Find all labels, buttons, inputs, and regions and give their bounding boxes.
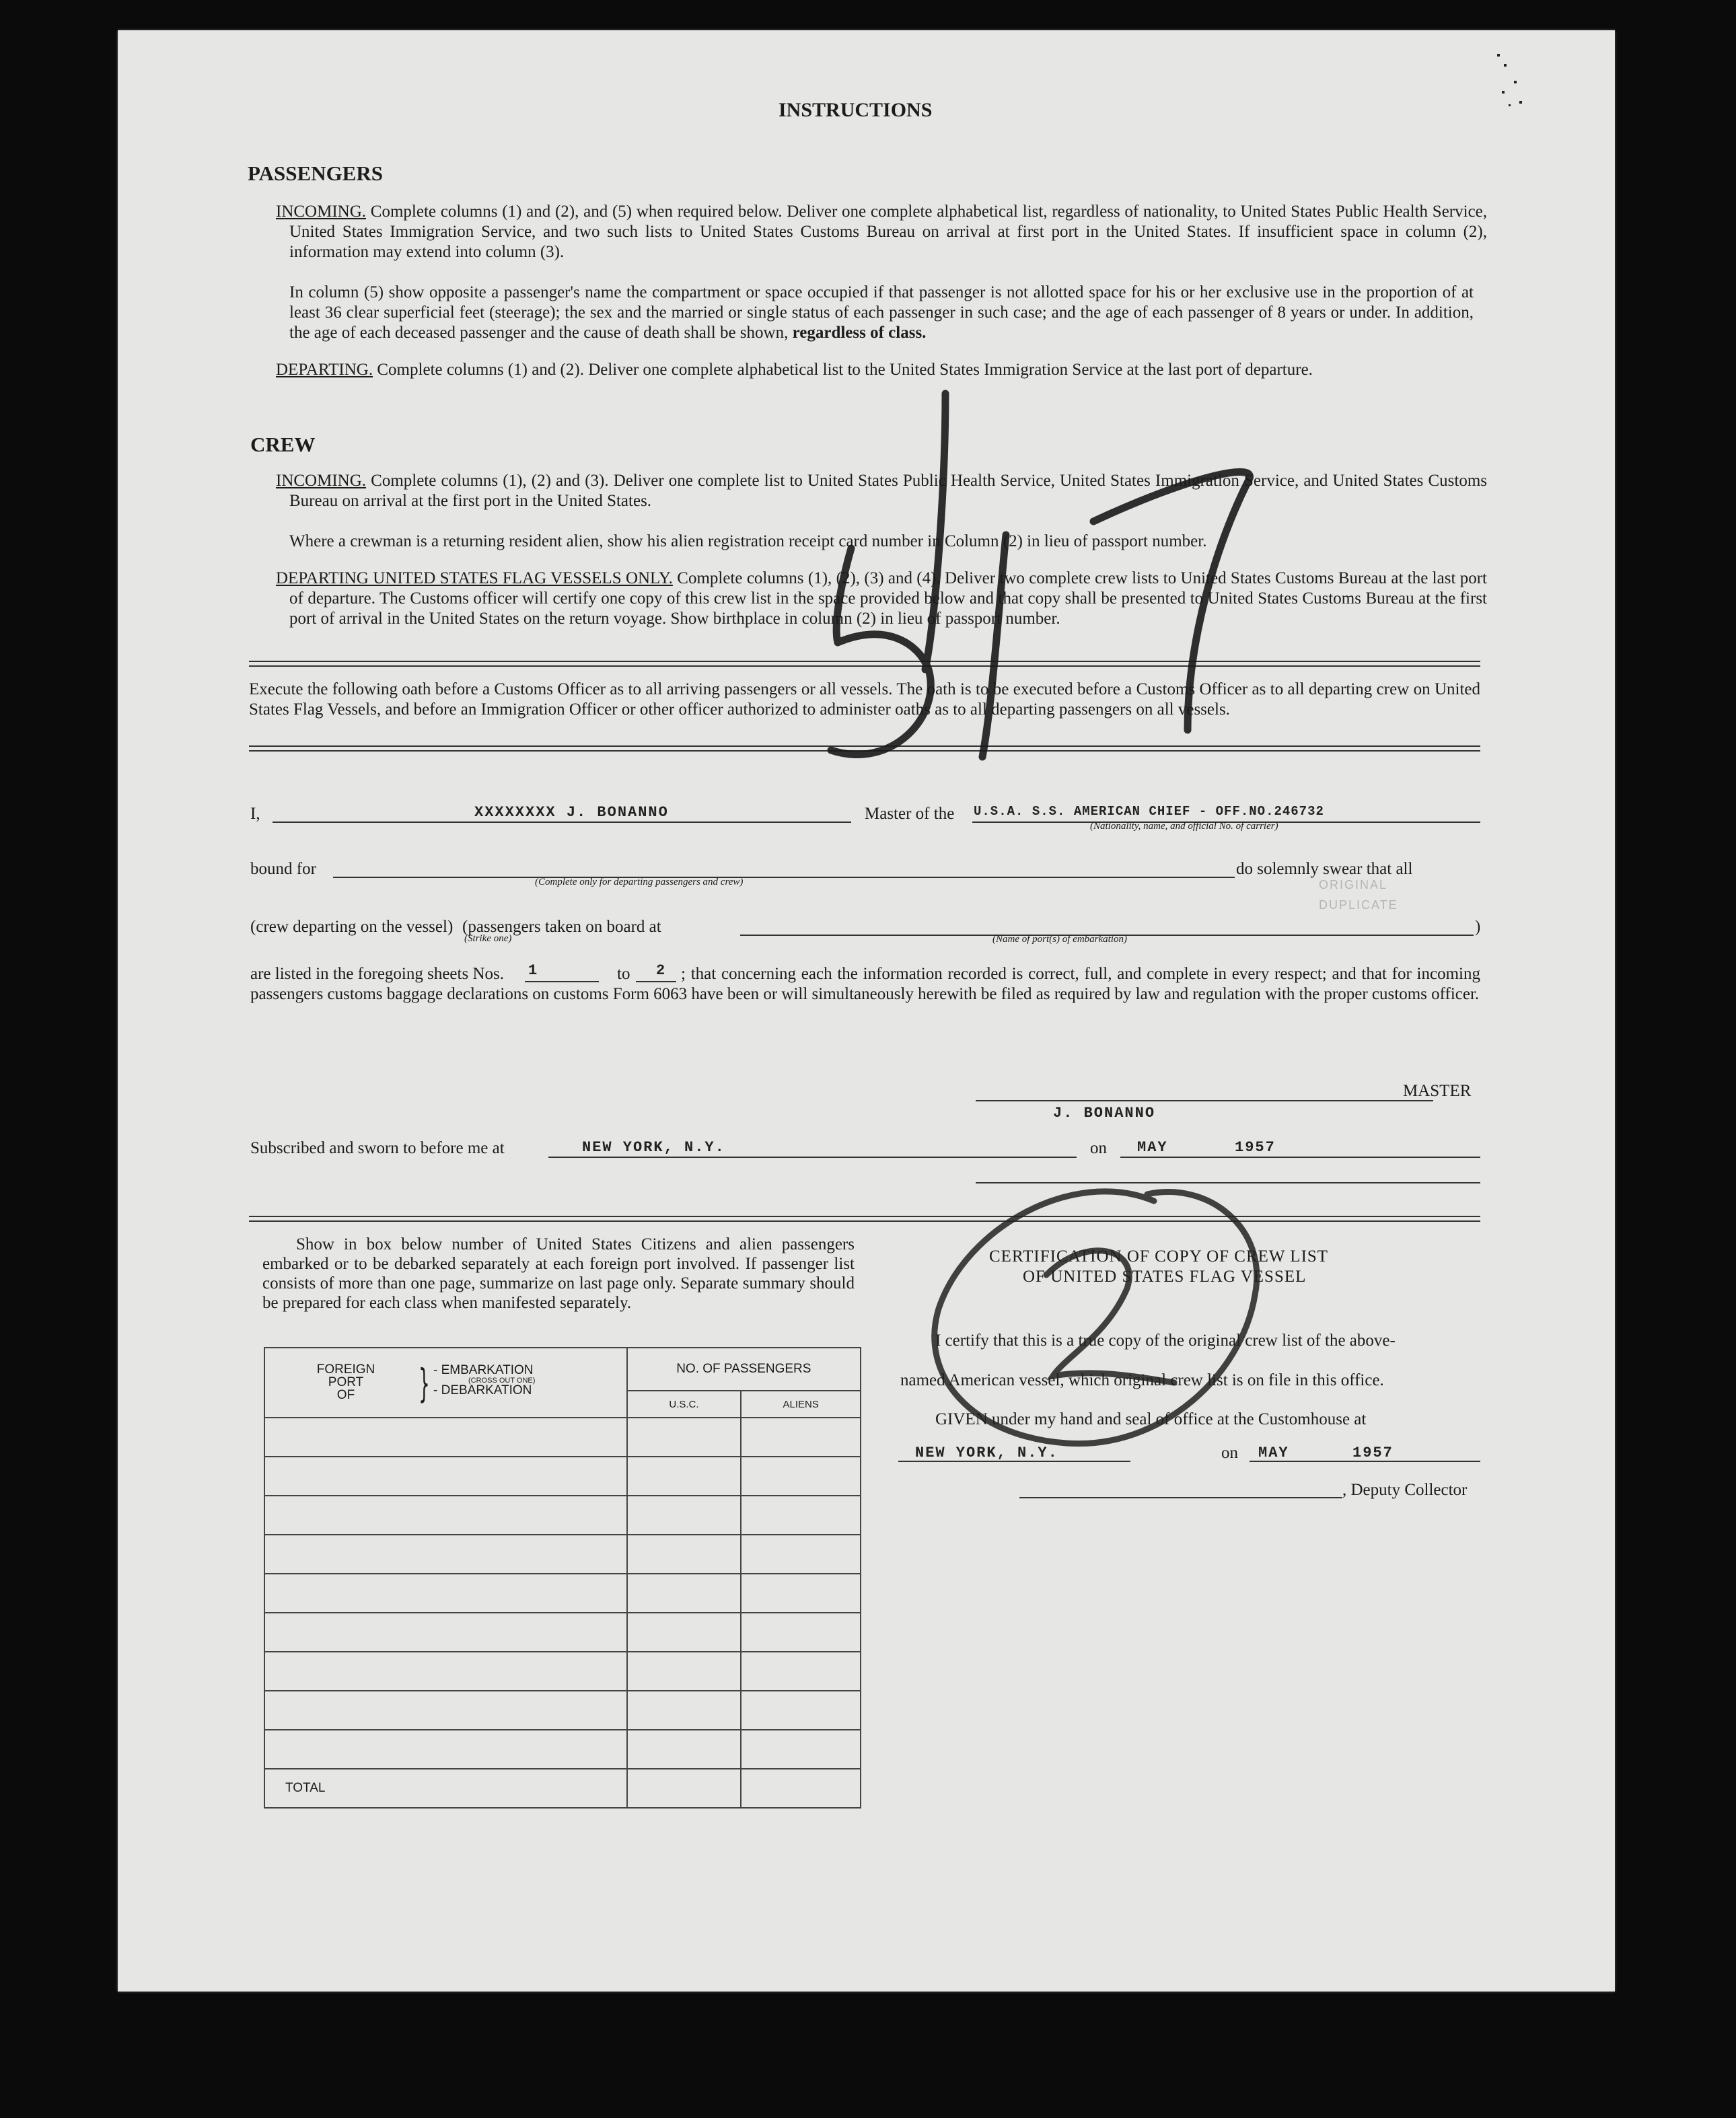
sworn-year: 1957	[1235, 1139, 1276, 1156]
passenger-summary-table	[264, 1347, 861, 1809]
master-name-line	[273, 821, 851, 823]
cert-month: MAY	[1258, 1445, 1289, 1461]
certification-title-2: OF UNITED STATES FLAG VESSEL	[1023, 1268, 1307, 1286]
passengers-heading: PASSENGERS	[248, 161, 383, 185]
crew-incoming-label: INCOMING.	[276, 472, 367, 490]
passengers-incoming-label: INCOMING.	[276, 203, 367, 221]
handwritten-number-text: 5117	[791, 353, 792, 354]
foreign-port-header: FOREIGN PORT OF } - EMBARKATION (CROSS OUT ONE) - DEBARKATION	[264, 1348, 627, 1418]
certification-title-1: CERTIFICATION OF COPY OF CREW LIST	[989, 1247, 1329, 1266]
passengers-column5-paragraph	[289, 283, 1474, 343]
table-row	[264, 1457, 861, 1496]
crew-incoming-text: Complete columns (1), (2) and (3). Deliver one complete list to United States Public Health Service, United States Immigration Service, and United States Customs Bureau on arrival at the first port in the United States.	[289, 472, 1488, 510]
closing-paren: )	[1475, 918, 1481, 936]
table-row	[264, 1691, 861, 1730]
debarkation-label: - DEBARKATION	[433, 1383, 532, 1397]
column5-text-bold: regardless of class.	[792, 324, 927, 342]
certification-line-2: named American vessel, which original crew list is on file in this office.	[900, 1371, 1384, 1389]
embarkation-label: - EMBARKATION	[433, 1363, 534, 1377]
vessel-caption: (Nationality, name, and official No. of carrier)	[1090, 821, 1278, 832]
table-row	[264, 1496, 861, 1535]
cert-place: NEW YORK, N.Y.	[915, 1445, 1058, 1461]
master-name: XXXXXXXX J. BONANNO	[474, 804, 669, 821]
master-label: MASTER	[1403, 1082, 1472, 1100]
foreign-label: FOREIGN	[316, 1362, 375, 1377]
certify-text-body: ; that concerning each the information recorded is correct, full, and complete in every respect; and that for incoming passengers customs baggage declarations on customs Form 6063 have been or will simultaneously herewith be filed as required by law and regulation with the proper customs officer.	[250, 965, 1480, 1003]
table-row	[264, 1418, 861, 1457]
oath-i-label: I,	[250, 805, 260, 823]
usc-header: U.S.C.	[627, 1391, 742, 1418]
master-signature: J. BONANNO	[1053, 1105, 1156, 1122]
deputy-collector-label: , Deputy Collector	[1342, 1481, 1468, 1499]
bound-for-caption: (Complete only for departing passengers and crew)	[535, 877, 744, 887]
crew-heading: CREW	[250, 433, 316, 456]
summary-instructions: Show in box below number of United States Citizens and alien passengers embarked or to be debarked separately at each foreign port involved. If passenger list consists of more than one page, summarize on last page only. Separate summary should be prepared for each class when manifested separately.	[262, 1235, 855, 1312]
table-row	[264, 1652, 861, 1691]
passengers-departing-label: DEPARTING.	[276, 361, 373, 379]
stamp-original: ORIGINAL	[1319, 878, 1388, 891]
crew-departing-option: (crew departing on the vessel)	[250, 918, 454, 936]
crew-departing-label: DEPARTING UNITED STATES FLAG VESSELS ONLY.	[276, 569, 673, 587]
bound-for-label: bound for	[250, 860, 316, 878]
passengers-incoming-text: Complete columns (1) and (2), and (5) when required below. Deliver one complete alphabetical list, regardless of nationality, to United States Public Health Service, United States Immigration Service, and two such lists to United States Customs Bureau on arrival at first port in the United States. If insufficient space in column (2), information may extend into column (3).	[289, 203, 1488, 261]
table-row	[264, 1574, 861, 1613]
table-row	[264, 1730, 861, 1769]
circled-number	[892, 1154, 1309, 1477]
certification-given: GIVEN under my hand and seal of office at the Customhouse at	[935, 1410, 1367, 1428]
certification-line-1: I certify that this is a true copy of the original crew list of the above-	[935, 1331, 1396, 1350]
faint-stamp	[1319, 875, 1398, 915]
oath-instructions: Execute the following oath before a Customs Officer as to all arriving passengers or all vessels. The oath is to be executed before a Customs Officer as to all departing crew on United States Flag Vessels, and before an Immigration Officer or other officer authorized to administer oaths as to all departing passengers on all vessels.	[249, 680, 1480, 719]
sworn-month: MAY	[1137, 1139, 1168, 1156]
corner-speckles	[1494, 50, 1548, 131]
swear-text: do solemnly swear that all	[1236, 860, 1413, 878]
sworn-on-label: on	[1090, 1139, 1107, 1157]
table-row	[264, 1535, 861, 1574]
sheet-to: 2	[656, 962, 667, 979]
port-label: PORT	[328, 1375, 364, 1389]
listed-label: are listed in the foregoing sheets Nos.	[250, 965, 504, 983]
crew-departing-text: Complete columns (1), (2), (3) and (4). Deliver two complete crew lists to United States Customs Bureau at the last port of departure. The Customs officer will certify one copy of this crew list in the space provided below and that copy shall be presented to United States Customs Bureau at the first port of arrival in the United States on the return voyage. Show birthplace in column (2) in lieu of passport number.	[289, 569, 1488, 628]
handwritten-number	[791, 353, 1262, 824]
vessel-name: U.S.A. S.S. AMERICAN CHIEF - OFF.NO.246732	[974, 804, 1324, 819]
passengers-boarded-option: (passengers taken on board at	[462, 918, 661, 936]
total-label: TOTAL	[264, 1769, 627, 1808]
of-label: OF	[336, 1388, 355, 1402]
no-of-passengers-header: NO. OF PASSENGERS	[627, 1348, 861, 1391]
master-of-label: Master of the	[865, 805, 955, 823]
document-page	[118, 30, 1615, 1992]
column5-text: In column (5) show opposite a passenger's name the compartment or space occupied if that passenger is not allotted space for his or her exclusive use in the proportion of at least 36 clear superficial feet (steerage); the sex and the married or single status of each passenger in such case; and the age of each passenger of 8 years or under. In addition, the age of each deceased passenger and the cause of death shall be shown,	[289, 283, 1474, 342]
sworn-place: NEW YORK, N.Y.	[582, 1139, 725, 1156]
to-label: to	[617, 965, 630, 983]
ports-caption: (Name of port(s) of embarkation)	[992, 934, 1127, 945]
deputy-signature-line	[1019, 1497, 1342, 1498]
aliens-header: ALIENS	[741, 1391, 861, 1418]
certify-text	[250, 964, 1480, 1005]
total-row	[264, 1769, 861, 1808]
bound-for-line	[333, 877, 1235, 878]
crew-resident-text: Where a crewman is a returning resident alien, show his alien registration receipt card number in Column (2) in lieu of passport number.	[289, 532, 1207, 550]
stamp-duplicate: DUPLICATE	[1319, 898, 1398, 912]
passengers-incoming-paragraph	[276, 202, 1487, 262]
subscribed-label: Subscribed and sworn to before me at	[250, 1139, 505, 1157]
cert-on-label: on	[1221, 1444, 1238, 1462]
strike-caption: (Strike one)	[464, 933, 512, 944]
cross-out-label: (CROSS OUT ONE)	[468, 1377, 536, 1385]
master-signature-line	[976, 1100, 1433, 1101]
sheet-from: 1	[528, 962, 539, 979]
table-row	[264, 1613, 861, 1652]
page-title: INSTRUCTIONS	[779, 99, 933, 121]
passengers-departing-text: Complete columns (1) and (2). Deliver one complete alphabetical list to the United States Immigration Service at the last port of departure.	[377, 361, 1313, 379]
cert-year: 1957	[1352, 1445, 1394, 1461]
